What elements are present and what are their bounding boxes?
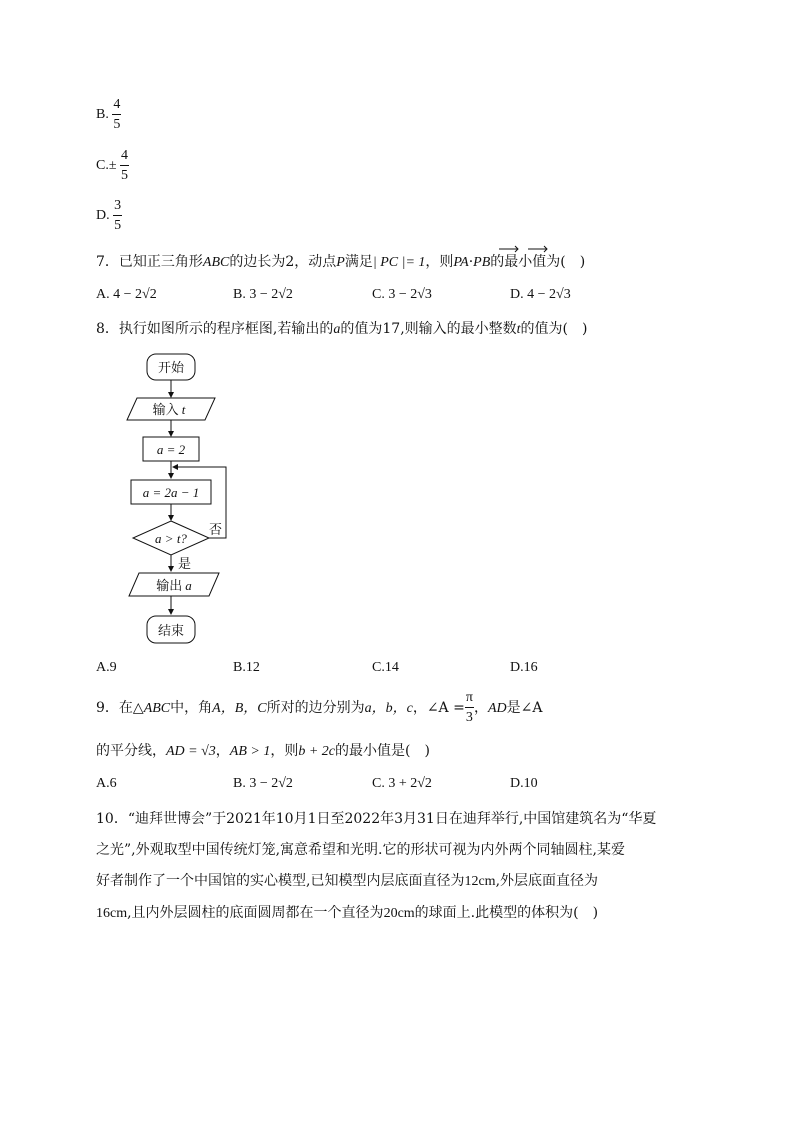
q10-line4 [96,902,598,922]
q7-pc: | PC |= 1 [372,255,426,270]
fraction-denominator: 5 [114,218,122,233]
flow-input-var: t [181,402,186,417]
flow-output-label [156,578,192,594]
q7-vector-pb: PB [473,255,491,270]
q7-option-a: A. 4 − 2√2 [96,287,157,302]
q7-p: P [336,255,345,270]
q10-line4-c: 20cm [383,906,415,921]
q9-option-a: A.6 [96,776,117,791]
fraction-numerator: π [465,691,474,708]
flow-end-label: 结束 [157,624,185,639]
q9-line2-d: 的最小值是( ) [335,743,430,759]
q10-line3-c: ,外层底面直径为 [495,873,599,889]
q7-vector-pa: PA [453,255,469,270]
flow-output-var: a [185,578,192,593]
q7-text-c: 满足 [344,254,373,270]
fraction-denominator: 5 [121,168,129,183]
q9-ad: AD [487,701,507,716]
q9-option-d: D.10 [510,776,538,791]
q8-option-a: A.9 [96,660,117,675]
q9-stem-line1 [96,688,542,729]
q7-abc: ABC [202,255,230,270]
fraction-denominator: 3 [465,710,473,725]
q6-option-d-label: D. [96,208,110,223]
q10-line3-b: 12cm [464,874,496,889]
q8-text3: 的值为( ) [520,321,588,337]
q7-option-c: C. 3 − 2√3 [372,287,432,302]
q6-option-c-label: C.± [96,158,117,173]
q9-text-b: 中，角 [170,700,213,716]
q9-number: 9． [96,700,119,716]
fraction-numerator: 3 [113,199,122,216]
q9-angle-fraction [465,691,474,725]
flow-input-label [153,402,186,418]
q6-option-b [96,98,121,132]
q10-line4-b: ,且内外层圆柱的底面圆周都在一个直径为 [127,905,384,921]
q9-text-d: ，∠A = [412,700,465,716]
q9-ab: AB > 1 [229,744,271,759]
flow-output-text: 输出 [156,579,183,594]
q9-text-f: 是∠A [506,700,543,716]
q7-vector-arrows [497,245,557,253]
q7-text-b: 的边长为2，动点 [229,254,337,270]
q10-line3-a: 好者制作了一个中国馆的实心模型,已知模型内层底面直径为 [96,873,465,889]
q9-text-c: 所对的边分别为 [266,700,365,716]
fraction-denominator: 5 [113,117,121,132]
flow-decision-label: a > t? [155,531,187,546]
flow-update-label: a = 2a − 1 [142,485,200,500]
q8-option-c: C.14 [372,660,399,675]
q9-text-e: ， [473,700,488,716]
q6-option-d [96,199,122,233]
q10-line4-d: 的球面上.此模型的体积为( ) [414,905,599,921]
q7-option-d: D. 4 − 2√3 [510,287,571,302]
q8-a: a [333,322,341,337]
q8-t: t [516,322,521,337]
q10-line3 [96,870,598,890]
q7-text-e: 的最小值为( ) [490,254,586,270]
q8-text: 执行如图所示的程序框图,若输出的 [118,321,334,337]
q9-line2-b: ， [215,743,230,759]
q9-stem-line2 [96,740,430,760]
q6-option-b-fraction [112,98,121,132]
flow-assign-label: a = 2 [156,442,186,457]
q8-text2: 的值为17,则输入的最小整数 [340,321,517,337]
q8-flowchart [125,350,265,650]
flow-input-text: 输入 [152,403,179,418]
q9-ad-eq: AD = √3 [166,744,216,759]
q6-option-c-fraction [120,149,129,183]
q9-expr: b + 2c [298,744,336,759]
q10-line1: 10．“迪拜世博会”于2021年10月1日至2022年3月31日在迪拜举行,中国馆建筑名为“华夏 [96,811,657,827]
flow-yes-label: 是 [178,557,192,572]
q10-line4-a: 16cm [96,906,128,921]
flow-no-label: 否 [209,523,223,538]
q6-option-b-label: B. [96,107,109,122]
q9-option-b: B. 3 − 2√2 [233,776,293,791]
q10-line2: 之光”,外观取型中国传统灯笼,寓意希望和光明.它的形状可视为内外两个同轴圆柱,某爱 [96,842,625,858]
q8-option-d: D.16 [510,660,538,675]
q8-option-b: B.12 [233,660,260,675]
q6-option-d-fraction [113,199,122,233]
q7-option-b: B. 3 − 2√2 [233,287,293,302]
q9-sides: a，b，c [364,701,413,716]
q9-line2-c: ，则 [270,743,299,759]
q7-stem [96,251,585,271]
q7-text-a: 已知正三角形 [118,254,203,270]
q6-option-c [96,149,129,183]
q9-text-a: 在△ [118,700,144,716]
q7-number: 7． [96,254,119,270]
q8-stem [96,318,587,338]
q9-line2-a: 的平分线， [96,743,166,759]
flow-start-label: 开始 [157,361,185,376]
q8-number: 8． [96,321,119,337]
fraction-numerator: 4 [120,149,129,166]
q9-vertices: A，B，C [212,701,267,716]
q9-option-c: C. 3 + 2√2 [372,776,432,791]
fraction-numerator: 4 [112,98,121,115]
q7-text-d: ，则 [425,254,454,270]
q7-dot: · [468,254,474,270]
q9-abc: ABC [143,701,171,716]
